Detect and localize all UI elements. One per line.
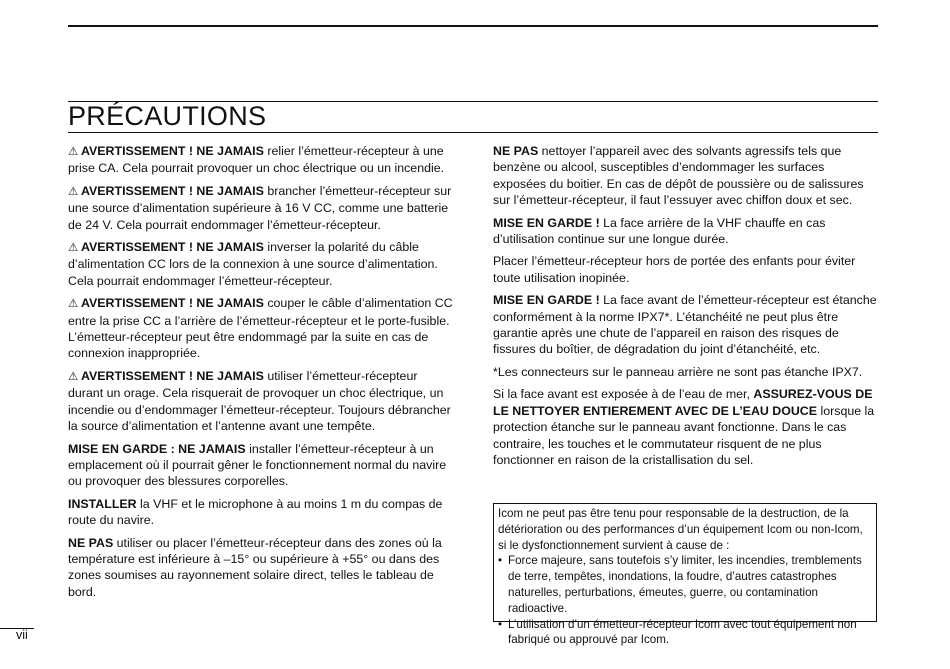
paragraph-text: couper le câble d’alimentation CC entre la prise CC a l’arrière de l’émetteur-récepteur et le porte-fusible. L’émetteur-récepteur peut être endommagé par la suite en cas de connexion inappropriée. xyxy=(68,296,453,361)
paragraph-text: La face avant de l’émetteur-récepteur est étanche conformément à la norme IPX7*. L’étanchéité ne peut plus être garantie après une chute de l’appareil en raison des risques de fissures du boîtier, de dégradation du joint d’étanchéité, etc. xyxy=(493,293,877,357)
paragraph-text: inverser la polarité du câble d’alimentation CC lors de la connexion à une source d’alimentation. Cela pourrait endommager l’émetteur-récepteur. xyxy=(68,240,438,288)
disclaimer-intro: Icom ne peut pas être tenu pour responsable de la destruction, de la détérioration ou des performances d’un équipement Icom ou non-Icom, si le dysfonctionnement survient à cause de : xyxy=(498,507,863,552)
precaution-paragraph xyxy=(493,215,879,248)
warning-icon: ⚠ xyxy=(68,146,79,158)
paragraph-text: relier l’émetteur-récepteur à une prise CA. Cela pourrait provoquer un choc électrique ou un incendie. xyxy=(68,144,445,176)
precaution-paragraph xyxy=(68,496,456,529)
precaution-paragraph xyxy=(493,253,879,286)
precaution-paragraph xyxy=(68,239,456,289)
paragraph-text: lorsque la protection étanche sur le panneau avant fonctionne. Dans le cas contraire, les touches et le commutateur risquent de ne plus fonctionner en raison de la cristallisation du sel. xyxy=(493,403,875,467)
warning-icon: ⚠ xyxy=(68,185,79,198)
emphasis-label: AVERTISSEMENT ! NE JAMAIS xyxy=(81,368,264,383)
title-bottom-rule xyxy=(68,132,878,133)
paragraph-lead-text: Si la face avant est exposée à de l’eau de mer, xyxy=(493,387,754,402)
disclaimer-list xyxy=(498,553,873,648)
emphasis-label: NE PAS xyxy=(493,144,539,158)
emphasis-label: MISE EN GARDE : NE JAMAIS xyxy=(68,441,246,456)
emphasis-label: AVERTISSEMENT ! NE JAMAIS xyxy=(81,144,264,158)
paragraph-text: Placer l’émetteur-récepteur hors de portée des enfants pour éviter toute utilisation inopinée. xyxy=(493,254,856,285)
left-column xyxy=(68,143,456,606)
paragraph-text: installer l’émetteur-récepteur à un emplacement où il pourrait gêner le fonctionnement normal du navire ou provoquer des blessures corporelles. xyxy=(68,441,447,489)
warning-icon: ⚠ xyxy=(68,298,79,311)
emphasis-label: AVERTISSEMENT ! NE JAMAIS xyxy=(81,240,264,255)
paragraph-text: utiliser ou placer l’émetteur-récepteur dans des zones où la température est inférieure à –15° ou supérieure à +55° ou dans des zones soumises au rayonnement solaire direct, telles le tableau de bord. xyxy=(68,535,442,599)
page-title: PRÉCAUTIONS xyxy=(68,101,267,131)
precaution-paragraph xyxy=(493,386,879,468)
emphasis-label: ASSUREZ-VOUS DE LE NETTOYER ENTIEREMENT AVEC DE L’EAU DOUCE xyxy=(493,387,873,418)
header-rule xyxy=(68,25,878,27)
emphasis-label: AVERTISSEMENT ! NE JAMAIS xyxy=(81,183,264,198)
precaution-paragraph xyxy=(68,368,456,435)
emphasis-label: AVERTISSEMENT ! NE JAMAIS xyxy=(81,296,264,311)
emphasis-label: MISE EN GARDE ! xyxy=(493,215,600,230)
precaution-paragraph xyxy=(68,143,456,177)
emphasis-label: MISE EN GARDE ! xyxy=(493,293,600,308)
precaution-paragraph xyxy=(68,295,456,362)
paragraph-text: utiliser l’émetteur-récepteur durant un orage. Cela risquerait de provoquer un choc électrique, un incendie ou d’endommager l’émetteur-récepteur. Toujours débrancher la source d’alimentation et l’antenne avant une tempête. xyxy=(68,368,451,434)
warning-icon: ⚠ xyxy=(68,370,79,383)
precaution-paragraph xyxy=(493,292,879,358)
emphasis-label: NE PAS xyxy=(68,535,114,550)
warning-icon: ⚠ xyxy=(68,242,79,255)
disclaimer-box xyxy=(493,503,877,647)
page-number: vii xyxy=(16,628,28,642)
paragraph-text: *Les connecteurs sur le panneau arrière ne sont pas étanche IPX7. xyxy=(493,364,863,379)
emphasis-label: INSTALLER xyxy=(68,496,137,511)
right-column xyxy=(493,143,879,474)
precaution-paragraph xyxy=(493,143,879,209)
paragraph-text: nettoyer l’appareil avec des solvants agressifs tels que benzène ou alcool, susceptibles d’endommager les surfaces exposées du boitier. En cas de dépôt de poussière ou de salissures sur l’émetteur-récepteur, il faut l’essuyer avec chiffon doux et sec. xyxy=(493,144,864,208)
precaution-paragraph xyxy=(68,441,456,490)
precaution-paragraph xyxy=(493,364,879,380)
paragraph-text: la VHF et le microphone à au moins 1 m du compas de route du navire. xyxy=(68,496,443,528)
precaution-paragraph xyxy=(68,535,456,601)
paragraph-text: La face arrière de la VHF chauffe en cas d’utilisation continue sur une longue durée. xyxy=(493,215,826,247)
disclaimer-item: • L’utilisation d’un émetteur-récepteur Icom avec tout équipement non fabriqué ou approuvé par Icom. xyxy=(498,617,873,649)
disclaimer-item: • Force majeure, sans toutefois s’y limiter, les incendies, tremblements de terre, tempêtes, inondations, la foudre, d’autres catastrophes naturelles, perturbations, émeutes, guerre, ou contamination radioactive. xyxy=(498,553,873,616)
precaution-paragraph xyxy=(68,183,456,233)
paragraph-text: brancher l’émetteur-récepteur sur une source d’alimentation supérieure à 16 V CC, comme une batterie de 24 V. Cela pourrait endommager l’émetteur-récepteur. xyxy=(68,183,452,232)
